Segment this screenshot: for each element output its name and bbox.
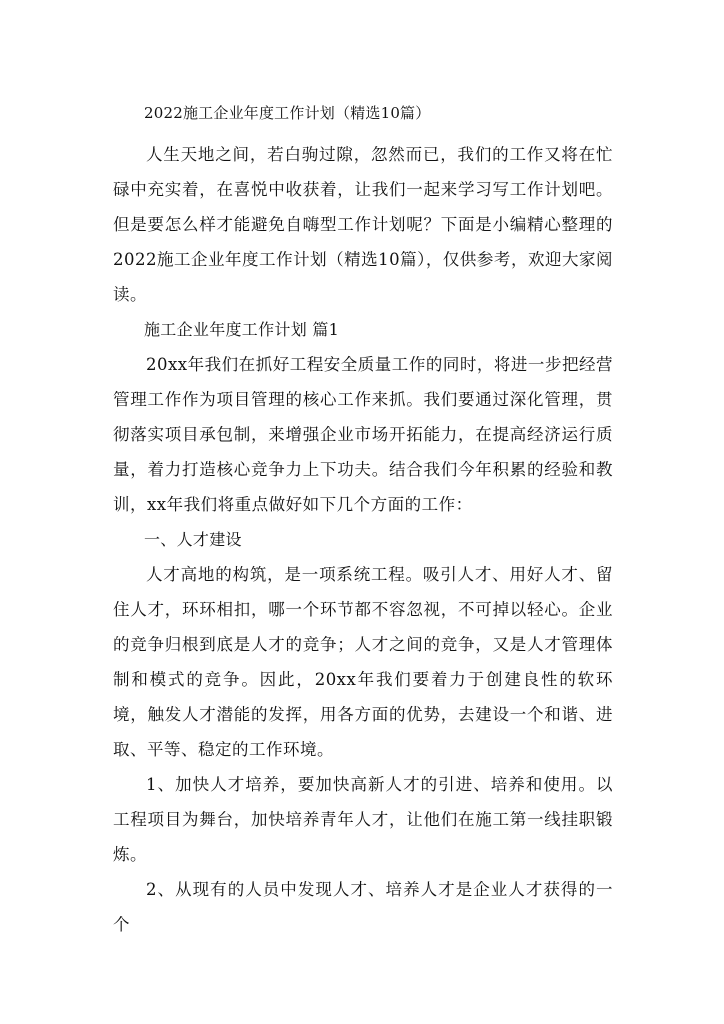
list-item-1: 1、加快人才培养，要加快高新人才的引进、培养和使用。以工程项目为舞台，加快培养青年人才，让他们在施工第一线挂职锻炼。	[113, 775, 613, 864]
document-title: 2022施工企业年度工作计划（精选10篇）	[144, 104, 431, 122]
talent-paragraph: 人才高地的构筑，是一项系统工程。吸引人才、用好人才、留住人才，环环相扣，哪一个环节都不容忽视，不可掉以轻心。企业的竞争归根到底是人才的竞争；人才之间的竞争，又是人才管理体制和模式的竞争。因此，20xx年我们要着力于创建良性的软环境，触发人才潜能的发挥，用各方面的优势，去建设一个和谐、进取、平等、稳定的工作环境。	[113, 565, 613, 759]
list-item-2: 2、从现有的人员中发现人才、培养人才是企业人才获得的一个	[113, 880, 613, 934]
talent-heading: 一、人才建设	[144, 530, 242, 549]
section-paragraph: 20xx年我们在抓好工程安全质量工作的同时，将进一步把经营管理工作作为项目管理的核心工作来抓。我们要通过深化管理，贯彻落实项目承包制，来增强企业市场开拓能力，在提高经济运行质量，着力打造核心竞争力上下功夫。结合我们今年积累的经验和教训，xx年我们将重点做好如下几个方面的工作：	[113, 355, 613, 514]
document-body	[113, 103, 613, 942]
section-title: 施工企业年度工作计划 篇1	[144, 320, 340, 339]
intro-paragraph: 人生天地之间，若白驹过隙，忽然而已，我们的工作又将在忙碌中充实着，在喜悦中收获着，让我们一起来学习写工作计划吧。但是要怎么样才能避免自嗨型工作计划呢？下面是小编精心整理的2022施工企业年度工作计划（精选10篇），仅供参考，欢迎大家阅读。	[113, 145, 613, 304]
